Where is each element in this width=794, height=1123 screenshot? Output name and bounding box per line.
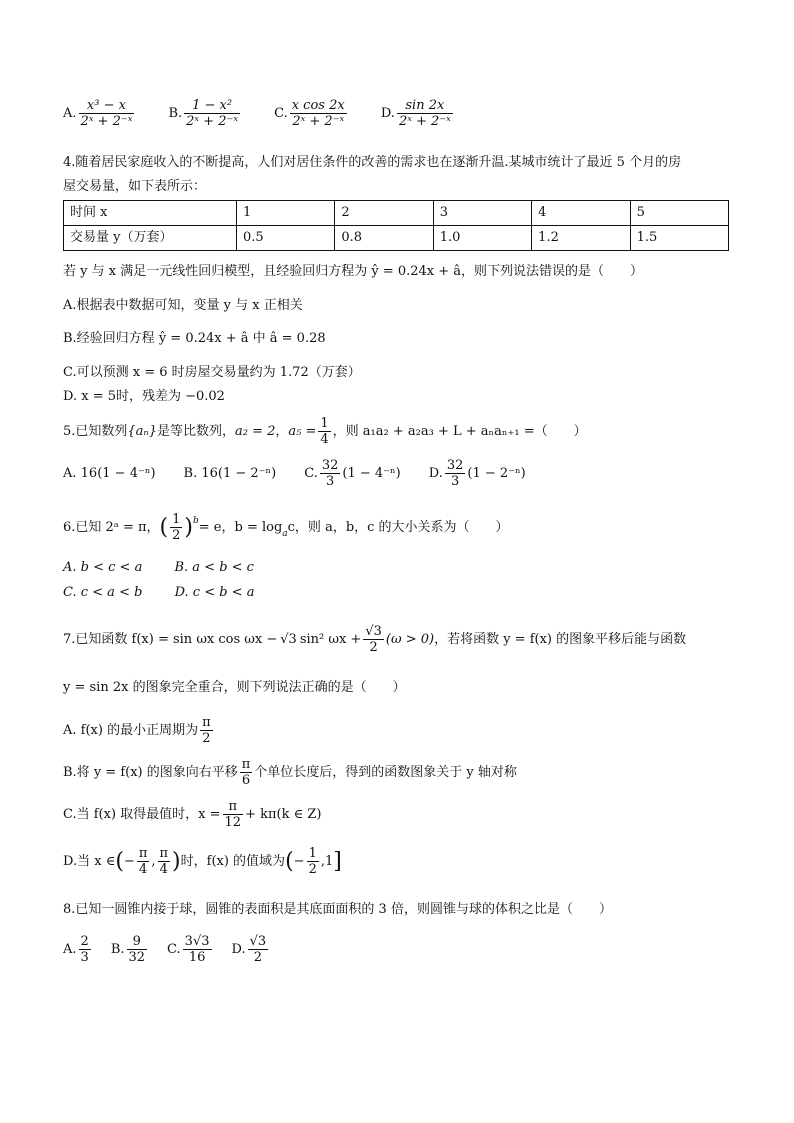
option-label: B. [168,105,183,121]
table-cell: 4 [532,201,630,226]
numerator: x cos 2x [291,98,345,113]
fraction [79,98,135,129]
table-cell: 5 [630,201,728,226]
q7-option-a[interactable] [63,715,215,746]
option-tail: (1 − 4⁻ⁿ) [342,465,401,481]
fraction [137,846,150,877]
q8-option-b[interactable] [111,934,149,965]
q6-option-d[interactable]: D. c < b < a [174,585,255,600]
q5-sequence: {aₙ} [127,423,157,439]
q5-option-d[interactable] [429,458,526,489]
denominator: 2 [253,950,263,965]
q5-separator: ， [275,423,289,439]
denominator: 2ˣ + 2⁻ˣ [80,114,133,129]
q5-option-a[interactable]: A. 16(1 − 4⁻ⁿ) [63,465,156,481]
denominator: 2 [172,528,181,543]
q4-option-d[interactable]: D. x = 5时，残差为 −0.02 [63,389,225,404]
denominator: 2ˣ + 2⁻ˣ [398,114,451,129]
denominator: 3 [80,950,89,965]
fraction [318,416,330,447]
denominator: 4 [138,862,148,877]
numerator: √3 [249,934,267,949]
fraction [445,458,466,489]
numerator: 9 [127,934,148,950]
interval-end: ,1 [320,853,334,869]
q8-option-d[interactable] [232,934,271,965]
q7-stem-mid: sin² ωx + [299,631,362,647]
q5-stem-pre: 5.已知数列 [63,423,128,439]
q5-option-b[interactable]: B. 16(1 − 2⁻ⁿ) [183,465,277,481]
denominator: 6 [241,773,251,788]
q5-option-c[interactable] [304,458,401,489]
q3-option-a[interactable] [63,98,136,129]
denominator: 2 [369,640,378,655]
table-cell: 1.5 [630,226,728,251]
q3-option-c[interactable] [274,98,349,129]
fraction [248,934,269,965]
row-header-volume: 交易量 y（万套） [64,226,237,251]
fraction [184,98,240,129]
q7-option-d[interactable]: D.当 x ∈ ( − $\frac{\pi}{4}$ , $\frac{\pi}{4}$ ) 时，f(x) 的值域为 ( − $\frac{1}{2}$ ,1 ] [63,846,342,877]
fraction [223,799,244,830]
q4-option-b[interactable]: B.经验回归方程 ŷ = 0.24x + â 中 â = 0.28 [63,331,326,346]
option-text: 时，f(x) 的值域为 [180,853,286,869]
table-row [64,226,729,251]
q6-stem [63,512,509,543]
fraction [397,98,453,129]
q6-option-a[interactable]: A. b < c < a [63,560,143,575]
q7-stem-line2: y = sin 2x 的图象完全重合，则下列说法正确的是（ ） [63,680,406,695]
denominator: 2ˣ + 2⁻ˣ [186,114,238,129]
denominator: 2 [202,731,211,746]
table-cell: 1.0 [433,226,531,251]
fraction [240,757,253,788]
denominator: 3 [450,474,460,489]
q6-stem-mid: = e，b = log [198,519,283,535]
option-label: A. [63,105,77,121]
q5-stem-mid: 是等比数列， [156,423,235,439]
option-label: C. [304,465,318,481]
option-text: C.当 f(x) 取得最值时，x = [63,806,221,822]
q4-option-c[interactable]: C.可以预测 x = 6 时房屋交易量约为 1.72（万套） [63,365,361,380]
fraction [183,934,212,965]
option-tail: + kπ(k ∈ Z) [245,806,322,822]
denominator: 32 [128,950,146,965]
table-cell: 0.8 [335,226,433,251]
q8-option-c[interactable] [167,934,213,965]
right-bracket: ] [333,848,342,874]
option-label: C. [167,941,181,957]
option-label: D. [231,941,246,957]
numerator: 32 [446,458,464,473]
fraction [320,458,341,489]
left-paren: ( [285,848,294,874]
right-paren: ) [184,514,193,540]
q5-condition-2: a₅ = [288,423,317,439]
q8-options-row [63,934,298,965]
q4-stem-line2: 屋交易量，如下表所示： [63,179,207,194]
denominator: 2 [308,862,317,877]
q5-condition-1: a₂ = 2 [234,423,276,439]
numerator: π [159,846,169,861]
numerator: 32 [321,458,339,473]
numerator: π [202,715,211,730]
q7-stem-pre: 7.已知函数 f(x) = sin ωx cos ωx − [63,631,278,647]
numerator: x³ − x [79,98,135,114]
denominator: 16 [188,950,206,965]
row-header-time: 时间 x [64,201,237,226]
option-label: D. [380,105,395,121]
q8-stem: 8.已知一圆锥内接于球，圆锥的表面积是其底面面积的 3 倍，则圆锥与球的体积之比是（ ） [63,902,612,917]
fraction [363,624,384,655]
left-paren: ( [159,514,169,540]
fraction [307,846,319,877]
q4-question: 若 y 与 x 满足一元线性回归模型，且经验回归方程为 ŷ = 0.24x + â，则下列说法错误的是（ ） [63,264,644,279]
q7-option-c[interactable] [63,799,321,830]
table-cell: 1.2 [532,226,630,251]
numerator: π [241,757,251,772]
table-cell: 0.5 [237,226,335,251]
q4-stem-line1: 4.随着居民家庭收入的不断提高，人们对居住条件的改善的需求也在逐渐升温.某城市统计了最近 5 个月的房 [63,155,682,170]
q7-option-b[interactable] [63,757,517,788]
q6-option-b[interactable]: B. a < b < c [174,560,254,575]
q4-data-table [63,200,729,251]
fraction [200,715,213,746]
right-paren: ) [172,848,181,874]
denominator: 4 [159,862,168,877]
numerator: 1 [308,846,317,861]
sqrt-3: √3 [280,631,297,647]
q7-condition: (ω > 0) [385,631,435,647]
table-cell: 2 [335,201,433,226]
q7-stem-tail: ，若将函数 y = f(x) 的图象平移后能与函数 [434,631,687,647]
q8-option-a[interactable] [63,934,93,965]
fraction [170,512,182,543]
option-label: D. [428,465,443,481]
numerator: √3 [365,624,382,639]
q5-stem-tail: ，则 a₁a₂ + a₂a₃ + L + aₙaₙ₊₁ =（ ） [332,423,587,439]
q6-option-c[interactable]: C. c < a < b [63,585,143,600]
fraction [79,934,91,965]
fraction [127,934,148,965]
option-label: C. [274,105,288,121]
option-text: D.当 x ∈ [63,853,116,869]
q3-option-b[interactable] [168,98,241,129]
numerator: 3√3 [184,934,210,949]
q3-option-d[interactable] [381,98,455,129]
q7-stem [63,624,686,655]
q6-stem-pre: 6.已知 2ᵃ = π， [63,519,160,535]
q6-options-row-2 [63,584,282,602]
q3-options-row [63,98,483,129]
fraction [158,846,171,877]
denominator: 3 [325,474,335,489]
q6-options-row-1 [63,559,282,577]
option-text: A. f(x) 的最小正周期为 [63,722,199,738]
exponent: b [193,516,199,526]
numerator: 1 [320,416,329,431]
denominator: 12 [224,815,242,830]
numerator: π [223,799,244,815]
numerator: sin 2x [397,98,453,114]
table-row [64,201,729,226]
left-paren: ( [115,848,124,874]
denominator: 4 [320,432,329,447]
option-label: A. [63,941,77,957]
numerator: 1 − x² [184,98,240,114]
q5-stem [63,416,587,447]
numerator: 1 [172,512,181,527]
table-cell: 3 [433,201,531,226]
numerator: π [138,846,148,861]
table-cell: 1 [237,201,335,226]
numerator: 2 [80,934,89,949]
option-tail: 个单位长度后，得到的函数图象关于 y 轴对称 [254,764,517,780]
option-label: B. [110,941,125,957]
q6-stem-tail: c，则 a，b，c 的大小关系为（ ） [287,519,509,535]
log-base: a [282,529,288,539]
q4-option-a[interactable]: A.根据表中数据可知，变量 y 与 x 正相关 [63,298,303,313]
q5-options-row [63,458,554,489]
option-text: B.将 y = f(x) 的图象向右平移 [63,764,238,780]
denominator: 2ˣ + 2⁻ˣ [292,114,345,129]
option-tail: (1 − 2⁻ⁿ) [467,465,526,481]
fraction [290,98,347,129]
